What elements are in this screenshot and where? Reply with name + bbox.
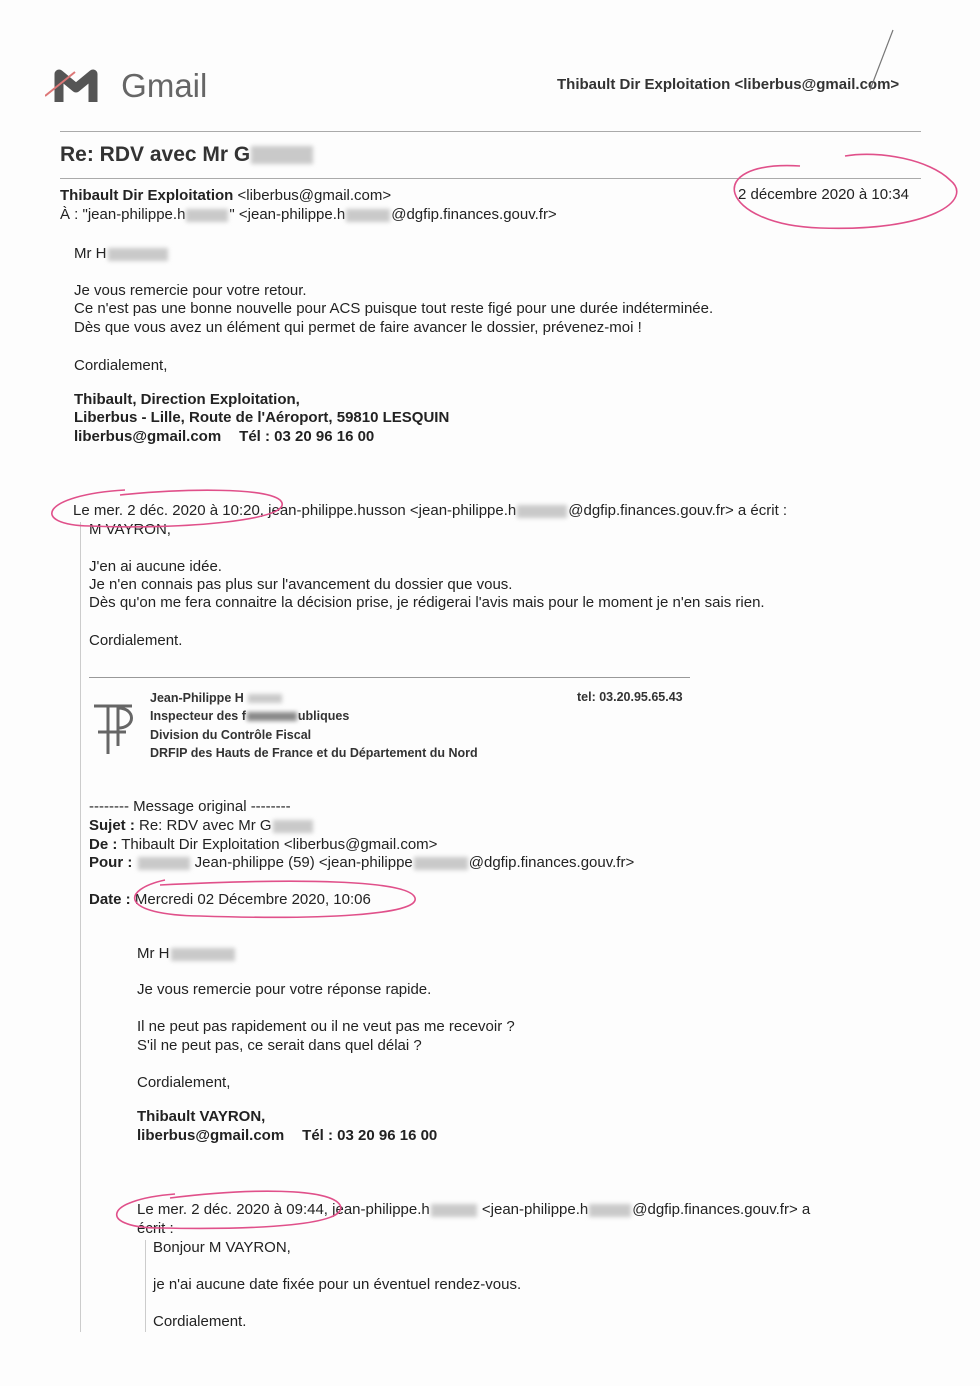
redacted <box>273 820 313 833</box>
greeting <box>74 245 169 263</box>
body-line: Il ne peut pas rapidement ou il ne veut pas me recevoir ? <box>137 1018 515 1035</box>
sender-line <box>60 187 391 205</box>
quote-header <box>73 502 787 520</box>
closing: Cordialement, <box>137 1074 231 1091</box>
email-date: 2 décembre 2020 à 10:34 <box>738 186 909 203</box>
to-text: " <jean-philippe.h <box>229 206 346 223</box>
greeting-text: Mr H <box>74 245 107 262</box>
sig-title-text: ubliques <box>297 709 350 723</box>
divider <box>89 677 690 678</box>
signature-contact <box>74 428 374 446</box>
body-line: Je vous remercie pour votre retour. <box>74 282 307 299</box>
email-subject <box>60 143 314 167</box>
dgfip-logo <box>90 700 136 760</box>
value: Jean-philippe (59) <jean-philippe <box>190 854 413 871</box>
account-label: Thibault Dir Exploitation <liberbus@gmail.com> <box>557 76 900 93</box>
redacted <box>431 1204 477 1217</box>
greeting: M VAYRON, <box>89 521 171 538</box>
redacted <box>589 1204 631 1217</box>
quote-date: Le mer. 2 déc. 2020 à 09:44, <box>137 1201 328 1218</box>
value: Thibault Dir Exploitation <liberbus@gmail.com> <box>117 836 438 853</box>
redacted <box>171 948 235 961</box>
body-line: S'il ne peut pas, ce serait dans quel délai ? <box>137 1037 422 1054</box>
body-line: Je vous remercie pour votre réponse rapide. <box>137 981 432 998</box>
redacted <box>414 857 468 870</box>
redacted <box>248 694 282 703</box>
greeting <box>137 945 236 963</box>
signature-email: liberbus@gmail.com <box>137 1127 285 1144</box>
body-line: Dès que vous avez un élément qui permet de faire avancer le dossier, prévenez-moi ! <box>74 319 642 336</box>
greeting-text: Mr H <box>137 945 170 962</box>
original-subject <box>89 817 314 835</box>
quote-border <box>145 1240 146 1332</box>
redacted <box>517 505 567 518</box>
body-line: Ce n'est pas une bonne nouvelle pour ACS puisque tout reste figé pour une durée indéterminée. <box>74 300 714 317</box>
original-to <box>89 854 634 872</box>
subject-text: Re: RDV avec Mr G <box>60 143 251 166</box>
sig-name <box>150 689 283 707</box>
quote-border <box>80 522 81 1332</box>
quote-sender: jean-philippe.husson <jean-philippe.h <box>263 502 517 519</box>
redacted <box>138 857 190 870</box>
label: Date : <box>89 891 131 908</box>
label: Pour : <box>89 854 133 871</box>
gmail-wordmark: Gmail <box>121 67 208 104</box>
quote-sender: jean-philippe.h <box>327 1201 430 1218</box>
sender-name: Thibault Dir Exploitation <box>60 187 234 204</box>
body-line: Dès qu'on me fera connaitre la décision prise, je rédigerai l'avis mais pour le moment je n'en sais rien. <box>89 594 765 611</box>
closing: Cordialement. <box>89 632 183 649</box>
to-text: @dgfip.finances.gouv.fr> <box>391 206 557 223</box>
sig-division: Division du Contrôle Fiscal <box>150 728 312 742</box>
body-line: je n'ai aucune date fixée pour un éventuel rendez-vous. <box>153 1276 522 1293</box>
sig-title-text: Inspecteur des f <box>150 709 246 723</box>
signature-line: Thibault, Direction Exploitation, <box>74 391 300 408</box>
quote-date: Le mer. 2 déc. 2020 à 10:20, <box>73 502 264 519</box>
recipient-line <box>60 206 557 224</box>
signature-contact <box>137 1127 437 1145</box>
signature-line: Liberbus - Lille, Route de l'Aéroport, 59810 LESQUIN <box>74 409 450 426</box>
original-from <box>89 836 437 854</box>
quote-header-cont: écrit : <box>137 1220 174 1237</box>
divider <box>60 131 921 132</box>
fp-monogram-icon <box>90 700 136 756</box>
closing: Cordialement. <box>153 1313 247 1330</box>
redacted <box>108 248 168 261</box>
quote-header <box>137 1201 810 1219</box>
value: Re: RDV avec Mr G <box>134 817 272 834</box>
redacted <box>346 209 390 222</box>
sender-address: <liberbus@gmail.com> <box>237 187 392 204</box>
gmail-m-icon <box>45 66 107 106</box>
sig-phone: tel: 03.20.95.65.43 <box>577 690 683 704</box>
divider <box>60 178 921 179</box>
body-line: J'en ai aucune idée. <box>89 558 222 575</box>
label: Sujet : <box>89 817 135 834</box>
sig-name-text: Jean-Philippe H <box>150 691 244 705</box>
sig-title <box>150 707 349 725</box>
original-date <box>89 891 371 909</box>
label: De : <box>89 836 118 853</box>
closing: Cordialement, <box>74 357 168 374</box>
value: Mercredi 02 Décembre 2020, 10:06 <box>130 891 371 908</box>
gmail-logo <box>45 66 207 106</box>
redacted <box>186 209 228 222</box>
original-separator: -------- Message original -------- <box>89 798 291 815</box>
signature-email: liberbus@gmail.com <box>74 428 222 445</box>
redacted <box>251 146 313 164</box>
value: @dgfip.finances.gouv.fr> <box>468 854 635 871</box>
quote-sender: <jean-philippe.h <box>477 1201 589 1218</box>
quote-sender-domain: @dgfip.finances.gouv.fr> a <box>632 1201 811 1218</box>
sig-org: DRFIP des Hauts de France et du Département du Nord <box>150 746 478 760</box>
redacted <box>247 712 297 721</box>
quote-sender-domain: @dgfip.finances.gouv.fr> a écrit : <box>568 502 788 519</box>
signature-phone: Tél : 03 20 96 16 00 <box>239 428 375 445</box>
signature-line: Thibault VAYRON, <box>137 1108 266 1125</box>
body-line: Je n'en connais pas plus sur l'avancement du dossier que vous. <box>89 576 513 593</box>
signature-phone: Tél : 03 20 96 16 00 <box>302 1127 438 1144</box>
to-text: À : "jean-philippe.h <box>60 206 186 223</box>
greeting: Bonjour M VAYRON, <box>153 1239 291 1256</box>
